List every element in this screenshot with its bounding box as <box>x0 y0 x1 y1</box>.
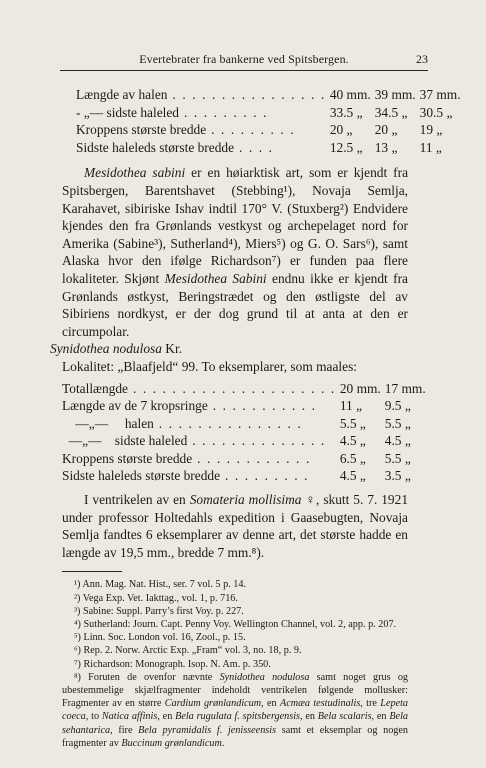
row-label: Kroppens største bredde <box>76 122 207 138</box>
footnotes <box>62 578 408 750</box>
paragraph-text: endnu ikke er kjendt fra Grønlands østkyst, Beringstrædet og den østligste del av Sibiriens nordkyst, er der dog grund til at anta at den er circumpolar. <box>62 270 408 339</box>
table-row <box>62 380 426 398</box>
value-cell: 33.5 „ <box>329 104 363 120</box>
taxon-name: Mesidothea sabini <box>84 165 186 181</box>
running-title: Evertebrater fra bankerne ved Spitsbergen. <box>139 52 349 66</box>
footnote: ⁵) Linn. Soc. London vol. 16, Zool., p. 15. <box>74 632 246 644</box>
table-row <box>62 450 426 468</box>
value-cell: 13 „ <box>374 139 398 155</box>
row-leader: . . . . . . . . . <box>179 104 269 120</box>
footnote: ⁷) Richardson: Monograph. Isop. N. Am. p. 350. <box>74 658 271 670</box>
taxon-name: Bela rugulata f. spitsbergensis <box>175 711 301 723</box>
row-label: Totallængde <box>62 380 129 396</box>
value-cell: 34.5 „ <box>374 104 408 120</box>
taxon-name: Synidothea nodulosa <box>219 671 310 683</box>
taxon-name: Mesidothea Sabini <box>164 270 267 286</box>
row-leader: . . . . . . . . . <box>206 122 296 138</box>
table-row <box>62 104 461 122</box>
footnote: ⁴) Sutherland: Journ. Capt. Penny Voy. Wellington Channel, vol. 2, app. p. 207. <box>74 619 397 631</box>
footnote: ¹) Ann. Mag. Nat. Hist., ser. 7 vol. 5 p. 14. <box>74 579 246 591</box>
row-label: Længde av halen <box>76 87 168 102</box>
table-row <box>62 86 461 104</box>
taxon-name: Somateria mollisima <box>189 492 302 508</box>
species-name: Synidothea nodulosa <box>50 341 162 357</box>
value-cell: 5.5 „ <box>384 415 411 431</box>
taxon-name: Bela sehantarica <box>62 711 408 736</box>
table-row <box>62 397 426 415</box>
value-cell: 4.5 „ <box>384 433 411 449</box>
measurement-table-synidothea <box>62 380 426 486</box>
row-label: Kroppens største bredde <box>62 450 193 466</box>
paragraph-text: I ventrikelen av en <box>84 492 190 508</box>
taxon-name: Bela scalaris <box>317 711 372 723</box>
taxon-name: Natica affinis <box>101 711 158 723</box>
value-cell: 37 mm. <box>419 87 461 102</box>
table-row <box>62 467 426 485</box>
footnote: ²) Vega Exp. Vet. Iakttag., vol. 1, p. 716. <box>74 592 238 604</box>
row-label: Sidste haleleds største bredde <box>62 468 221 484</box>
table-row <box>62 432 426 450</box>
value-cell: 11 „ <box>339 398 363 414</box>
row-leader: . . . . . . . . . . . <box>207 398 317 414</box>
value-cell: 4.5 „ <box>339 468 366 484</box>
taxon-name: Buccinum grønlandicum <box>121 737 222 749</box>
row-leader: . . . . . . . . . . . . . . . . <box>167 87 326 102</box>
row-leader: . . . . . . . . . . . . . . . . . . . . . <box>128 380 336 396</box>
value-cell: 11 „ <box>419 139 442 155</box>
row-leader: . . . . . . . . . . . . <box>192 450 311 466</box>
value-cell: 30.5 „ <box>419 104 453 120</box>
value-cell: 20 „ <box>329 122 353 138</box>
species-heading <box>50 340 408 358</box>
row-leader: . . . . . . . . . <box>220 468 310 484</box>
row-leader: . . . . . . . . . . . . . . . <box>153 415 303 431</box>
measurement-table-mesidothea <box>62 86 461 156</box>
row-label: —„— halen <box>62 415 154 431</box>
locality-line: Lokalitet: „Blaafjeld“ 99. To eksemplarer, som maales: <box>62 358 358 374</box>
value-cell: 5.5 „ <box>384 450 411 466</box>
taxon-name: Cardium grønlandicum <box>164 698 262 710</box>
value-cell: 3.5 „ <box>384 468 411 484</box>
taxon-name: Lepeta coeca <box>62 698 409 723</box>
value-cell: 9.5 „ <box>384 398 411 414</box>
table-row <box>62 415 426 433</box>
paragraph-mesidothea <box>62 164 408 340</box>
page-number: 23 <box>416 52 428 66</box>
row-leader: . . . . . . . . . . . . . . <box>187 433 326 449</box>
value-cell: 39 mm. <box>374 87 416 102</box>
value-cell: 12.5 „ <box>329 139 363 155</box>
value-cell: 5.5 „ <box>339 415 366 431</box>
value-cell: 17 mm. <box>384 380 426 396</box>
footnote-divider <box>62 571 122 572</box>
table-row <box>62 121 461 139</box>
taxon-name: Bela pyramidalis f. jenisseensis <box>138 724 277 736</box>
value-cell: 6.5 „ <box>339 450 366 466</box>
value-cell: 20 mm. <box>339 380 381 396</box>
table-row <box>62 139 461 157</box>
footnote: ⁸) Foruten de ovenfor nævnte Synidothea nodulosa samt noget grus og ubestemmelige skjælfragmenter indeholdt ventrikelen følgende mollusker: Fragmenter av en større Cardium grønlandicum, en Acmæa testudinalis, tre Lepeta coeca, to Natica affinis, en Bela rugulata f. spitsbergensis, en Bela scalaris, en Bela sehantarica, fire Bela pyramidalis f. jenisseensis samt et eksemplar og nogen fragmenter av Buccinum grønlandicum. <box>62 671 409 749</box>
row-label: —„— sidste haleled <box>62 433 188 449</box>
running-header <box>60 48 428 71</box>
paragraph-text: er en høiarktisk art, som er kjendt fra Spitsbergen, Barentshavet (Stebbing¹), Novaja Semlja, Karahavet, sibiriske Ishav indtil 170° V. (Stuxberg²) Endvidere kjendes den fra Grønlands vestkyst og archepelaget nord for Amerika (Sabine³), Sutherland⁴), Miers⁵) og G. O. Sars⁶), samt Alaska hvor den ifølge Richardson⁷) er funden paa flere lokaliteter. Skjønt <box>62 165 409 286</box>
row-label: Længde av de 7 kropsringe <box>62 398 208 414</box>
page-body <box>50 86 461 750</box>
paragraph-text: ♀, skutt 5. 7. 1921 under professor Holtedahls expedition i Gaasebugten, Novaja Semlja fandtes 6 eksemplarer av denne art, det største hadde en længde av 19,5 mm., bredde 7 mm.⁸). <box>62 492 409 560</box>
value-cell: 19 „ <box>419 122 443 138</box>
value-cell: 40 mm. <box>329 87 371 102</box>
row-label: - „— sidste haleled <box>76 104 179 120</box>
value-cell: 4.5 „ <box>339 433 366 449</box>
footnote: ⁶) Rep. 2. Norw. Arctic Exp. „Fram“ vol. 3, no. 18, p. 9. <box>74 645 302 657</box>
footnote: ³) Sabine: Suppl. Parry’s first Voy. p. 227. <box>74 605 244 617</box>
row-label: Sidste haleleds største bredde <box>76 139 235 155</box>
species-author: Kr. <box>161 341 183 357</box>
row-leader: . . . . <box>234 139 274 155</box>
value-cell: 20 „ <box>374 122 398 138</box>
taxon-name: Acmæa testudinalis <box>279 698 361 710</box>
paragraph-ventrikel <box>62 491 408 561</box>
